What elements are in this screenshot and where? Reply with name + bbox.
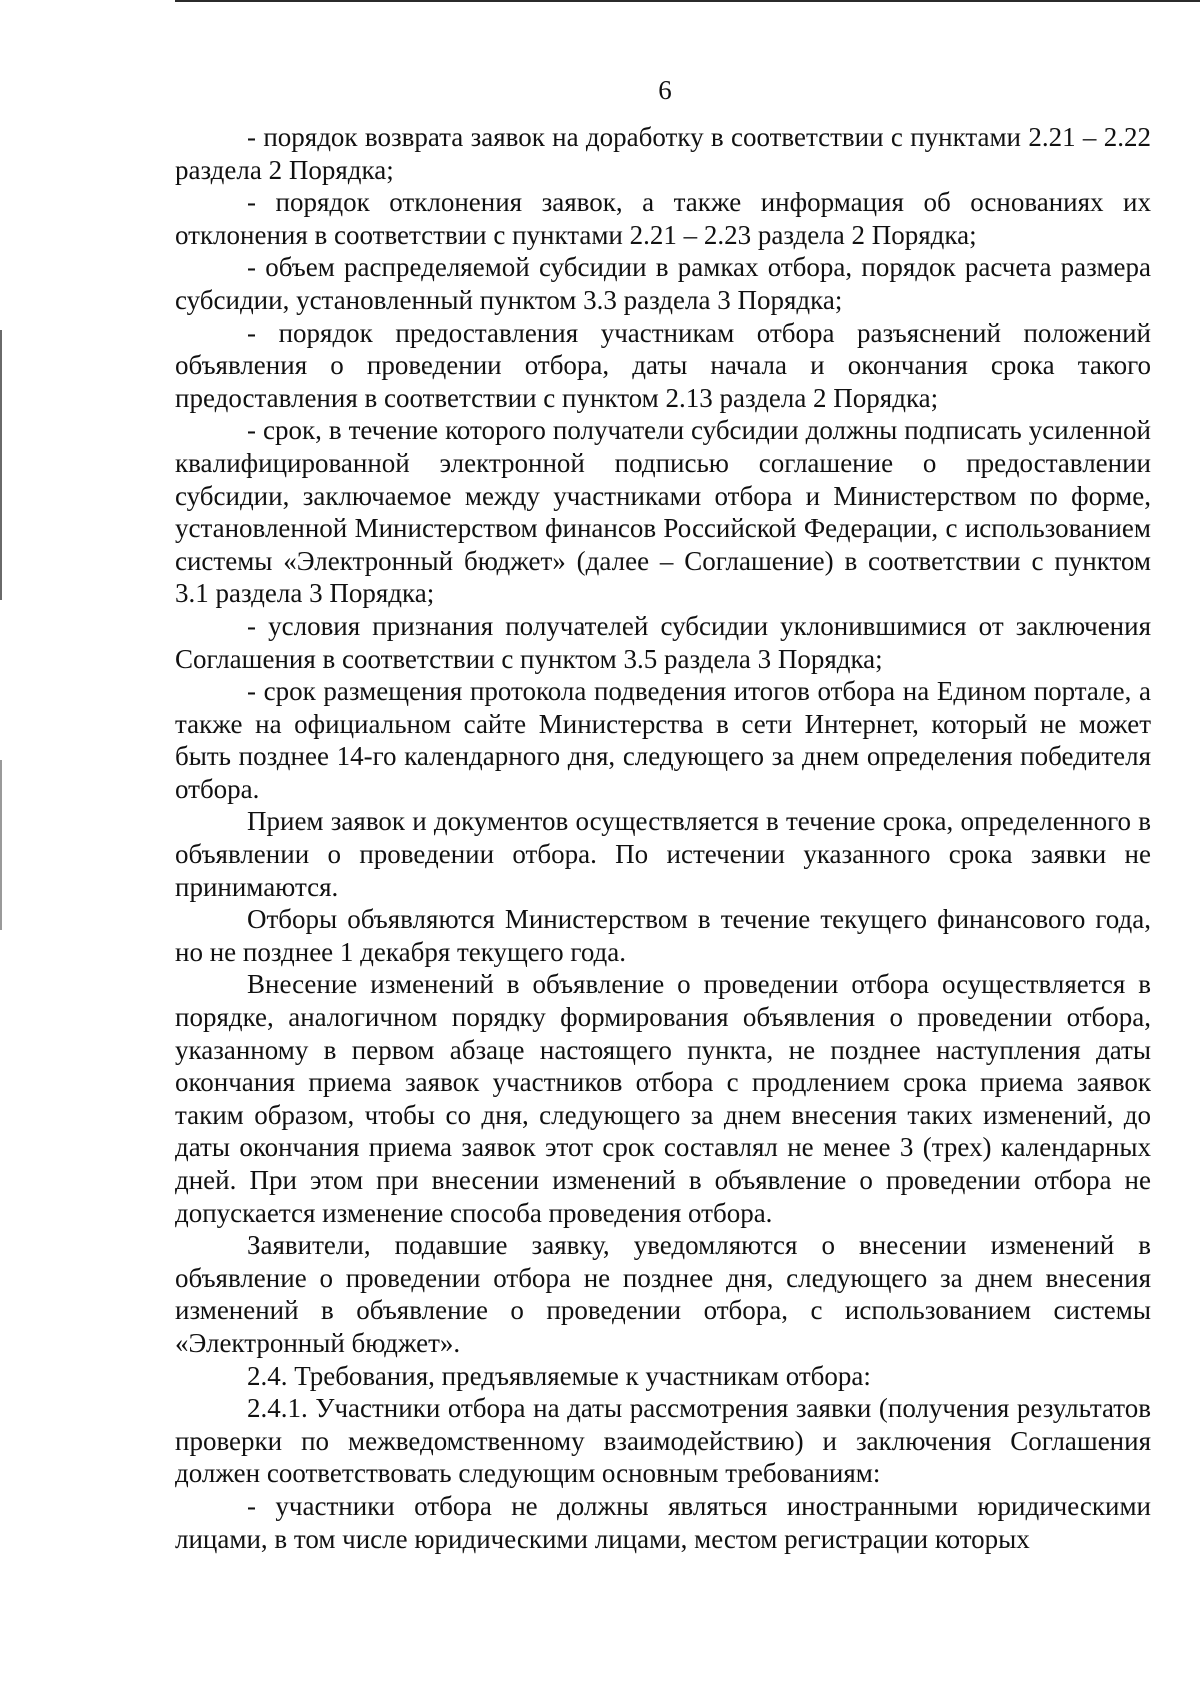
document-body: [175, 121, 1151, 1555]
scan-border-left: [0, 760, 2, 930]
paragraph: - участники отбора не должны являться иностранными юридическими лицами, в том числе юридическими лицами, местом регистрации которых: [175, 1490, 1151, 1554]
scan-border-top: [175, 0, 1200, 2]
paragraph: Отборы объявляются Министерством в течение текущего финансового года, но не позднее 1 декабря текущего года.: [175, 904, 1151, 967]
paragraph: - порядок предоставления участникам отбора разъяснений положений объявления о проведении отбора, даты начала и окончания срока такого предоставления в соответствии с пунктом 2.13 раздела 2 Порядка;: [175, 317, 1151, 413]
paragraph: - порядок отклонения заявок, а также информация об основаниях их отклонения в соответствии с пунктами 2.21 – 2.23 раздела 2 Порядка;: [175, 187, 1151, 250]
paragraph: - срок, в течение которого получатели субсидии должны подписать усиленной квалифицированной электронной подписью соглашение о предоставлении субсидии, заключаемое между участниками отбора и Министерством по форме, установленной Министерством финансов Российской Федерации, с использованием системы «Электронный бюджет» (далее – Соглашение) в соответствии с пунктом 3.1 раздела 3 Порядка;: [175, 415, 1151, 609]
paragraph: 2.4.1. Участники отбора на даты рассмотрения заявки (получения результатов проверки по межведомственному взаимодействию) и заключения Соглашения должен соответствовать следующим основным требованиям:: [175, 1393, 1151, 1489]
paragraph: Внесение изменений в объявление о проведении отбора осуществляется в порядке, аналогичном порядку формирования объявления о проведении отбора, указанному в первом абзаце настоящего пункта, не позднее наступления даты окончания приема заявок участников отбора с продлением срока приема заявок таким образом, чтобы со дня, следующего за днем внесения таких изменений, до даты окончания приема заявок этот срок составлял не менее 3 (трех) календарных дней. При этом при внесении изменений в объявление о проведении отбора не допускается изменение способа проведения отбора.: [175, 969, 1151, 1228]
scan-border-left: [0, 330, 2, 600]
paragraph: - порядок возврата заявок на доработку в соответствии с пунктами 2.21 – 2.22 раздела 2 Порядка;: [175, 122, 1151, 185]
paragraph: - срок размещения протокола подведения итогов отбора на Едином портале, а также на официальном сайте Министерства в сети Интернет, который не может быть позднее 14-го календарного дня, следующего за днем определения победителя отбора.: [175, 676, 1151, 804]
paragraph: Прием заявок и документов осуществляется в течение срока, определенного в объявлении о проведении отбора. По истечении указанного срока заявки не принимаются.: [175, 806, 1151, 902]
paragraph: Заявители, подавшие заявку, уведомляются о внесении изменений в объявление о проведении отбора не позднее дня, следующего за днем внесения изменений в объявление о проведении отбора, с использованием системы «Электронный бюджет».: [175, 1230, 1151, 1358]
page-number: 6: [658, 75, 672, 105]
paragraph: 2.4. Требования, предъявляемые к участникам отбора:: [247, 1360, 871, 1391]
paragraph: - условия признания получателей субсидии уклонившимися от заключения Соглашения в соответствии с пунктом 3.5 раздела 3 Порядка;: [175, 610, 1151, 674]
paragraph: - объем распределяемой субсидии в рамках отбора, порядок расчета размера субсидии, установленный пунктом 3.3 раздела 3 Порядка;: [175, 252, 1151, 315]
